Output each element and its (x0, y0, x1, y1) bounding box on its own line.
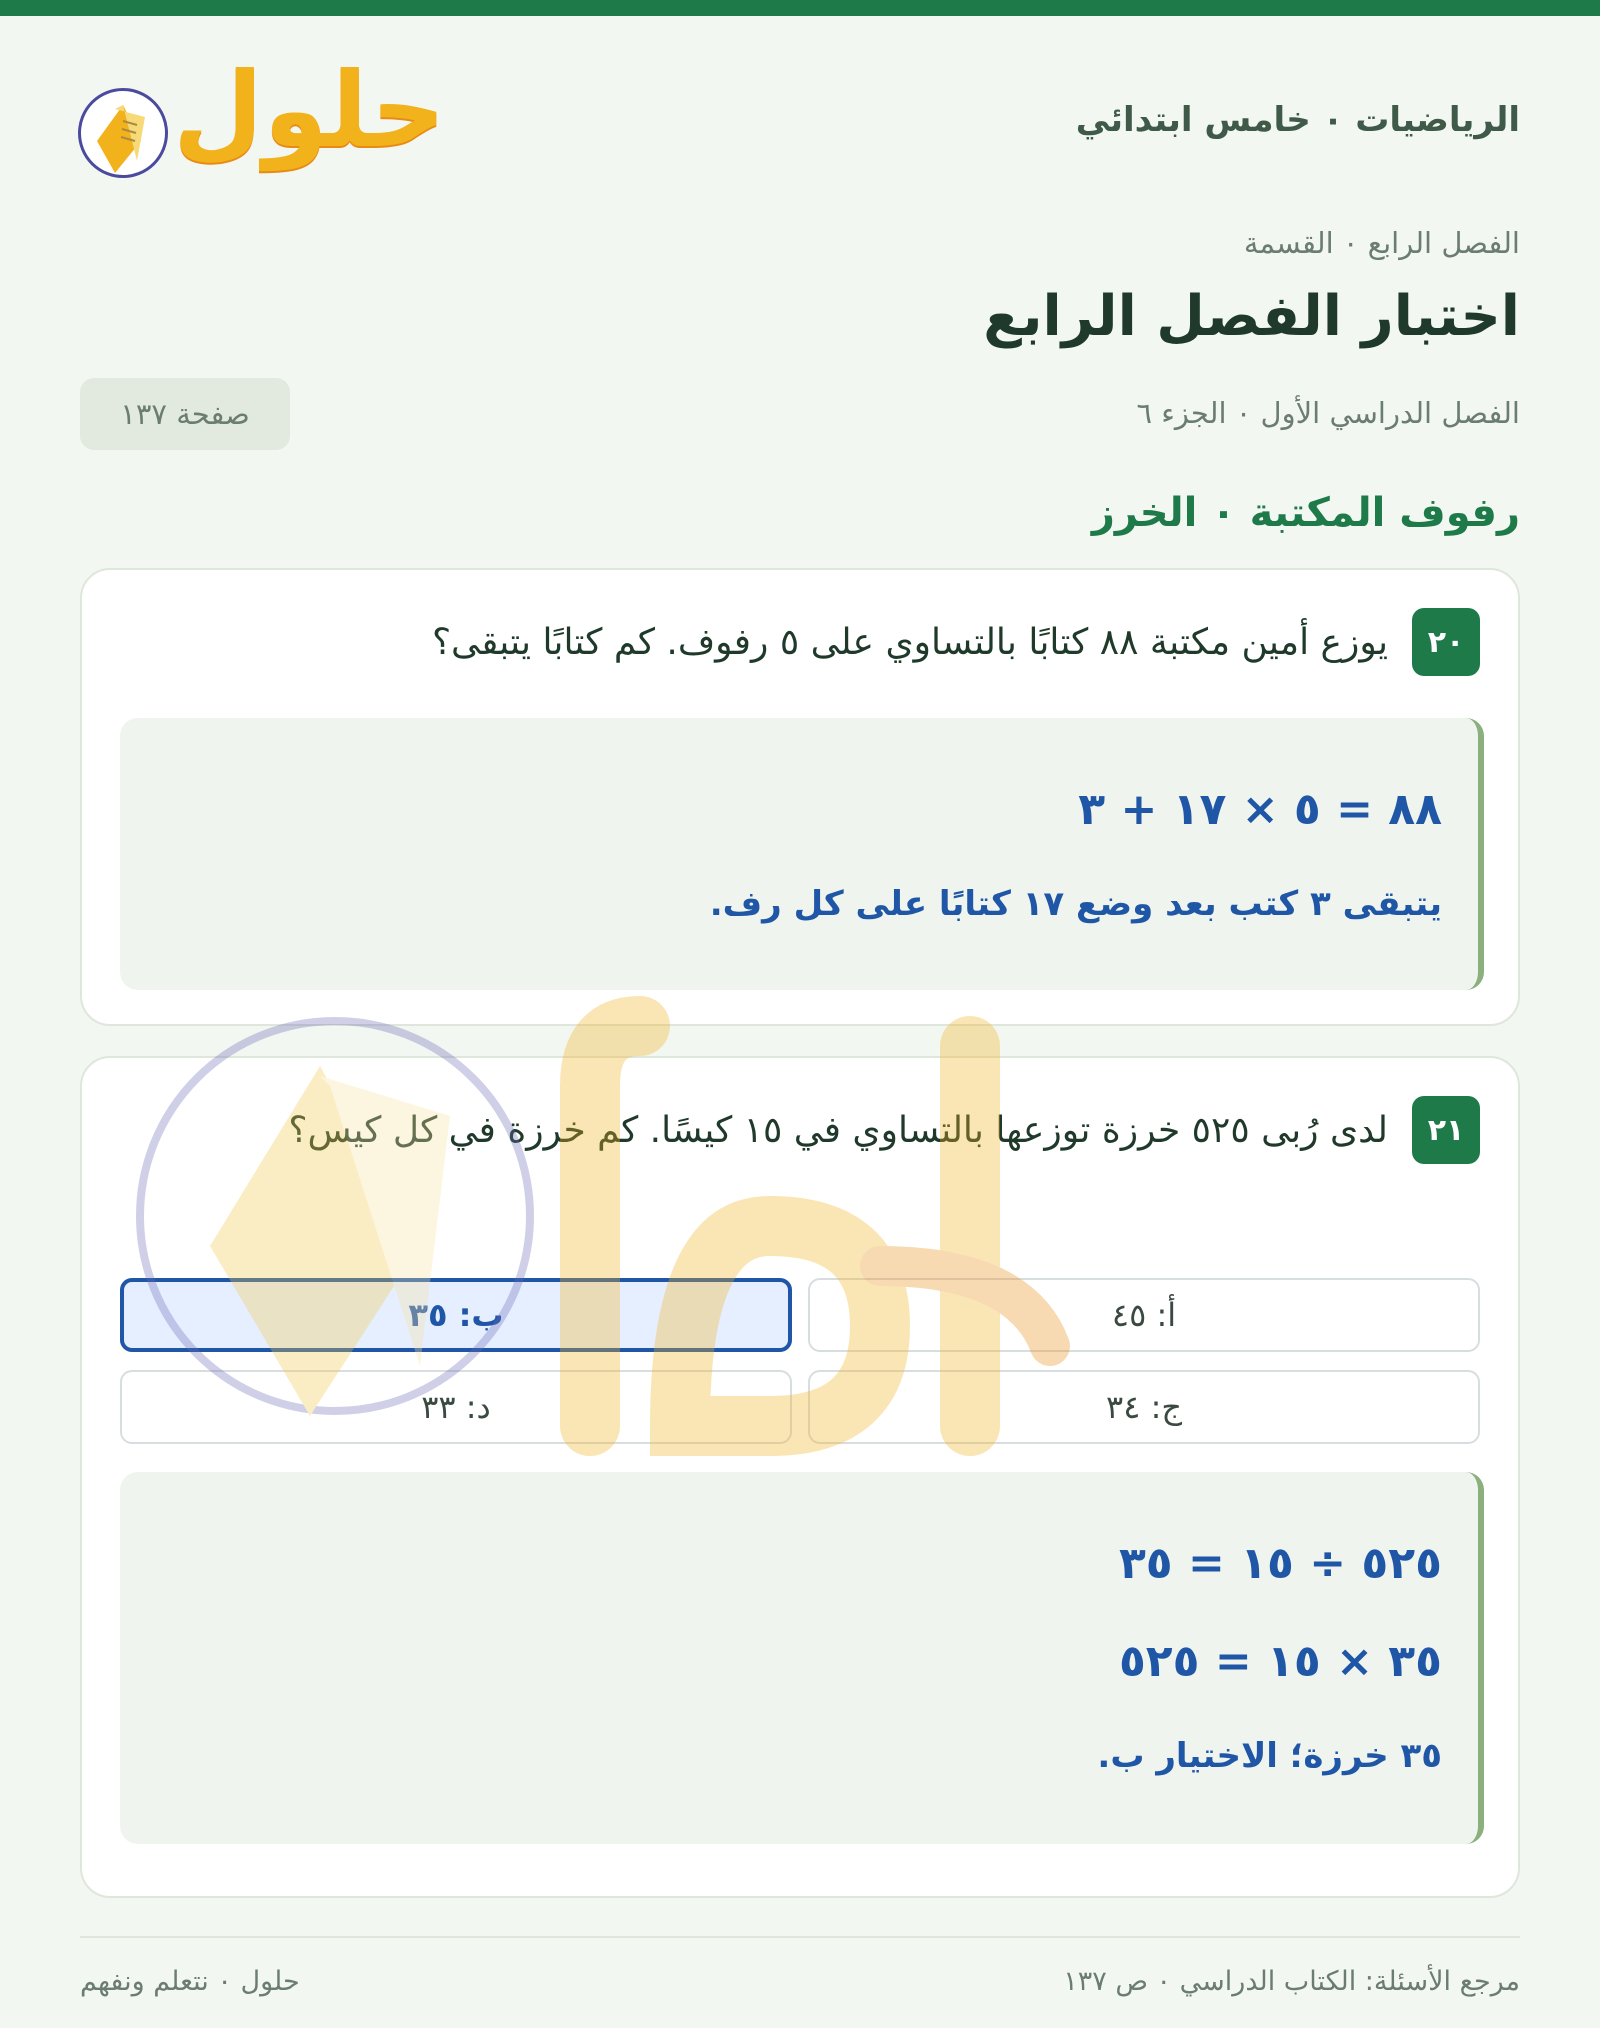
choice-c[interactable]: ج: ٣٤ (808, 1370, 1480, 1444)
footer-divider (80, 1936, 1520, 1938)
solution-equation-check: ٣٥ × ١٥ = ٥٢٥ (1118, 1636, 1442, 1687)
question-text: يوزع أمين مكتبة ٨٨ كتابًا بالتساوي على ٥ رفوف. كم كتابًا يتبقى؟ (431, 622, 1388, 663)
footer-reference: مرجع الأسئلة: الكتاب الدراسي ٠ ص ١٣٧ (1063, 1966, 1520, 1997)
page-number-badge: صفحة ١٣٧ (80, 378, 290, 450)
hulool-logo[interactable] (78, 49, 446, 196)
solution-box (120, 718, 1484, 990)
solution-note: ٣٥ خرزة؛ الاختيار ب. (1097, 1736, 1442, 1776)
semester-meta: الفصل الدراسي الأول ٠ الجزء ٦ (1136, 396, 1520, 430)
choice-b[interactable]: ب: ٣٥ (120, 1278, 792, 1352)
page (0, 16, 1600, 2028)
question-number: ٢٠ (1412, 608, 1480, 676)
solution-note: يتبقى ٣ كتب بعد وضع ١٧ كتابًا على كل رف. (709, 884, 1442, 924)
subject-heading: الرياضيات ٠ خامس ابتدائي (1075, 100, 1520, 140)
book-icon (78, 88, 168, 178)
page-title: اختبار الفصل الرابع (983, 284, 1520, 349)
solution-equation: ٥٢٥ ÷ ١٥ = ٣٥ (1118, 1538, 1442, 1589)
choice-d[interactable]: د: ٣٣ (120, 1370, 792, 1444)
solution-equation: ٨٨ = ٥ × ١٧ + ٣ (1078, 784, 1442, 835)
solution-box (120, 1472, 1484, 1844)
question-card-20 (80, 568, 1520, 1026)
logo-text: حلول (173, 49, 446, 171)
section-title: رفوف المكتبة ٠ الخرز (1091, 490, 1520, 536)
top-accent-bar (0, 0, 1600, 16)
question-number: ٢١ (1412, 1096, 1480, 1164)
choice-a[interactable]: أ: ٤٥ (808, 1278, 1480, 1352)
question-text: لدى رُبى ٥٢٥ خرزة توزعها بالتساوي في ١٥ كيسًا. كم خرزة في كل كيس؟ (288, 1110, 1388, 1151)
breadcrumb: الفصل الرابع ٠ القسمة (1243, 226, 1520, 260)
question-card-21 (80, 1056, 1520, 1898)
footer-tagline: حلول ٠ نتعلم ونفهم (80, 1966, 300, 1997)
